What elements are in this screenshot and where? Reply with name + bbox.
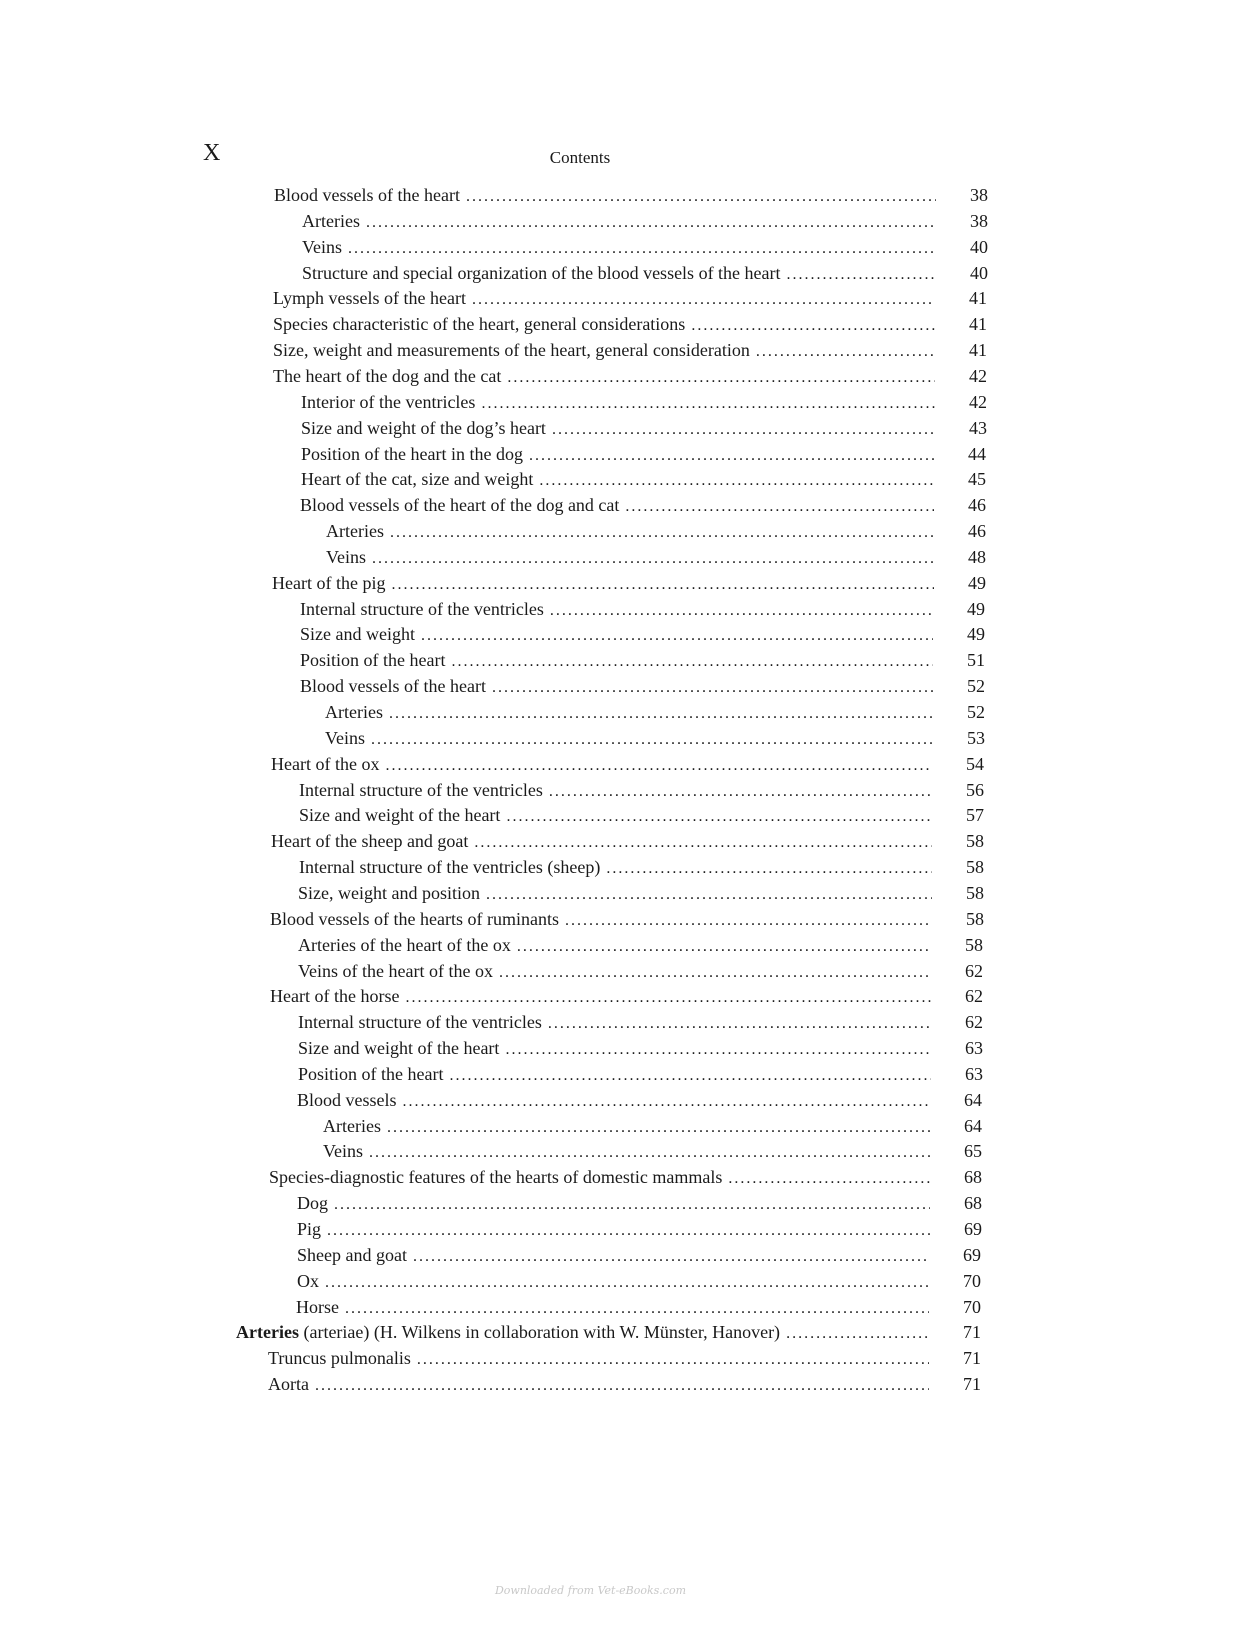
dot-leader [334,1192,930,1218]
toc-entry-title: Heart of the sheep and goat [271,831,469,852]
dot-leader [451,649,933,675]
toc-entry [299,854,932,880]
toc-entry-title: Veins [323,1141,363,1162]
toc-entry-title: Dog [297,1193,328,1214]
dot-leader [472,287,935,313]
toc-entry-page: 58 [966,908,984,929]
toc-entry-title: Interior of the ventricles [301,391,476,412]
toc-entry [326,518,934,544]
toc-entry-title: Ox [297,1270,319,1291]
toc-entry-page: 62 [965,986,983,1007]
toc-entry-title: Structure and special organization of the blood vessels of the heart [302,262,781,283]
toc-entry-page: 40 [970,236,988,257]
dot-leader [387,1115,930,1141]
toc-entry-page: 65 [964,1141,982,1162]
toc-entry-page: 54 [966,753,984,774]
toc-entry-page: 69 [963,1244,981,1265]
toc-entry-page: 45 [968,469,986,490]
toc-entry-title: Position of the heart [300,650,446,671]
toc-entry-title: Lymph vessels of the heart [273,288,466,309]
dot-leader [548,1011,931,1037]
toc-entry [273,285,935,311]
toc-entry [270,983,931,1009]
toc-entry-title: Truncus pulmonalis [268,1348,411,1369]
dot-leader [486,882,932,908]
dot-leader [492,675,933,701]
dot-leader [787,262,936,288]
toc-entry-page: 52 [967,676,985,697]
dot-leader [417,1347,929,1373]
toc-entry-title: Blood vessels of the heart [274,185,460,205]
toc-entry-title: Position of the heart [298,1063,444,1084]
toc-entry-title-bold: Arteries [236,1322,299,1343]
toc-entry-page: 64 [964,1089,982,1110]
toc-entry [302,260,936,286]
running-head: Contents [549,148,611,167]
toc-entry [298,932,931,958]
toc-entry [297,1087,930,1113]
toc-entry-title: Heart of the horse [270,986,400,1007]
dot-leader [372,546,934,572]
dot-leader [505,1037,931,1063]
toc-entry-title: Heart of the pig [272,572,386,593]
toc-entry-page: 49 [967,598,985,619]
toc-entry-page: 38 [970,210,988,231]
dot-leader [728,1166,930,1192]
toc-entry-page: 71 [963,1374,981,1395]
toc-entry-page: 41 [969,314,987,335]
toc-entry-page: 38 [970,185,988,205]
toc-entry-title: Sheep and goat [297,1244,407,1265]
dot-leader [499,960,931,986]
toc-entry [301,415,935,441]
toc-entry-title: Horse [296,1296,339,1317]
toc-entry-title: Size and weight [300,624,415,645]
toc-entry-page: 56 [966,779,984,800]
toc-entry-page: 62 [965,960,983,981]
toc-entry-title: Blood vessels of the hearts of ruminants [270,908,559,929]
toc-entry-title: Aorta [268,1374,309,1395]
toc-entry-page: 57 [966,805,984,826]
toc-entry-page: 40 [970,262,988,283]
dot-leader [389,701,933,727]
toc-entry-title: Size, weight and measurements of the heart, general consideration [273,340,750,361]
toc-entry [296,1294,929,1320]
dot-leader [606,856,932,882]
toc-entry [298,880,932,906]
dot-leader [786,1321,929,1347]
toc-entry [297,1242,929,1268]
page-number: X [203,140,221,166]
toc-entry [301,441,934,467]
toc-entry [302,208,936,234]
toc-entry-title: Arteries of the heart of the ox [298,934,511,955]
dot-leader [327,1218,930,1244]
toc-entry [271,828,932,854]
toc-entry-title: Internal structure of the ventricles [299,779,543,800]
toc-entry-title: The heart of the dog and the cat [273,365,502,386]
dot-leader [474,830,932,856]
toc-entry-title: Size and weight of the heart [298,1038,500,1059]
toc-entry [323,1138,930,1164]
dot-leader [371,727,933,753]
toc-entry [298,958,931,984]
toc-entry-title: Size and weight of the heart [299,805,501,826]
toc-entry [273,311,935,337]
dot-leader [517,934,931,960]
toc-entry-page: 48 [968,546,986,567]
dot-leader [625,494,934,520]
toc-entry-page: 51 [967,650,985,671]
toc-entry-title: Internal structure of the ventricles (sheep) [299,857,601,878]
toc-entry [297,1268,929,1294]
toc-entry-page: 70 [963,1296,981,1317]
dot-leader [565,908,932,934]
toc-entry [300,492,934,518]
toc-entry-page: 41 [969,288,987,309]
toc-entry-page: 41 [969,340,987,361]
toc-entry-page: 69 [964,1219,982,1239]
toc-entry [271,751,932,777]
toc-entry-page: 46 [968,495,986,516]
toc-entry [300,621,933,647]
toc-entry-title: Veins [302,236,342,257]
toc-entry-page: 71 [963,1348,981,1369]
toc-entry [269,1164,930,1190]
toc-entry [299,802,932,828]
toc-entry-title: Species-diagnostic features of the hearts of domestic mammals [269,1167,723,1188]
toc-entry-page: 58 [966,882,984,903]
toc-entry-title: Species characteristic of the heart, general considerations [273,314,686,335]
toc-entry-title: Arteries [325,702,383,722]
toc-entry-title: Blood vessels of the heart of the dog and cat [300,495,620,516]
toc-entry [273,337,935,363]
toc-entry [300,596,933,622]
toc-entry-page: 63 [965,1063,983,1084]
toc-entry-page: 63 [965,1038,983,1059]
toc-entry [274,182,936,208]
toc-entry-title: Veins of the heart of the ox [298,960,493,981]
toc-entry-title: Internal structure of the ventricles [300,598,544,619]
toc-entry [325,725,933,751]
toc-entry-page: 52 [967,702,985,722]
toc-entry-page: 42 [969,365,987,386]
dot-leader [550,598,933,624]
toc-entry [298,1061,931,1087]
toc-entry [268,1371,929,1397]
toc-entry-page: 68 [964,1193,982,1214]
toc-entry [298,1035,931,1061]
toc-entry [298,1009,931,1035]
toc-entry-page: 62 [965,1012,983,1033]
toc-entry-title: Arteries [302,210,360,231]
toc-entry [325,699,933,725]
toc-entry-page: 58 [965,934,983,955]
toc-entry-page: 70 [963,1270,981,1291]
toc-entry-title: Position of the heart in the dog [301,443,523,464]
watermark: Downloaded from Vet-eBooks.com [494,1584,687,1597]
toc-entry [300,647,933,673]
toc-entry [300,673,933,699]
toc-entry-page: 53 [967,727,985,748]
toc-entry-page: 71 [963,1322,981,1343]
toc-entry [326,544,934,570]
toc-entry [297,1190,930,1216]
toc-entry-page: 44 [968,443,986,464]
toc-entry-title: Veins [326,546,366,567]
dot-leader [549,779,932,805]
toc-entry [323,1113,930,1139]
toc-entry-title: Blood vessels [297,1089,397,1110]
toc-entry-title-rest: (arteriae) (H. Wilkens in collaboration with W. Münster, Hanover) [298,1322,781,1343]
dot-leader [449,1063,931,1089]
dot-leader [507,365,935,391]
toc-entry-title: Internal structure of the ventricles [298,1012,542,1033]
dot-leader [421,623,933,649]
toc-entry-title: Size, weight and position [298,882,480,903]
dot-leader [403,1089,930,1115]
toc-entry-page: 58 [966,857,984,878]
toc-entry-title: Arteries [326,521,384,542]
dot-leader [413,1244,929,1270]
dot-leader [390,520,934,546]
toc-entry [272,570,934,596]
toc-entry-title: Heart of the cat, size and weight [301,469,534,490]
toc-entry-page: 58 [966,831,984,852]
toc-entry [299,777,932,803]
toc-entry-title: Blood vessels of the heart [300,676,486,697]
toc-entry-page: 49 [968,572,986,593]
dot-leader [539,468,934,494]
toc-entry-page: 49 [967,624,985,645]
toc-entry-title: Pig [297,1219,322,1239]
toc-entry [270,906,932,932]
toc-entry [236,1319,929,1345]
toc-entry [268,1345,929,1371]
dot-leader [506,804,932,830]
toc-entry-title: Veins [325,727,365,748]
dot-leader [691,313,935,339]
dot-leader [315,1373,929,1399]
dot-leader [529,443,934,469]
dot-leader [345,1296,929,1322]
toc-entry-page: 43 [969,417,987,438]
dot-leader [466,184,936,210]
toc-entry-title: Heart of the ox [271,753,380,774]
dot-leader [756,339,935,365]
toc-entry-page: 68 [964,1167,982,1188]
dot-leader [405,985,931,1011]
toc-entry-title: Arteries [323,1115,381,1136]
dot-leader [366,210,936,236]
dot-leader [552,417,935,443]
dot-leader [391,572,934,598]
toc-entry [273,363,935,389]
dot-leader [369,1140,930,1166]
toc-entry [301,466,934,492]
toc-entry-page: 46 [968,521,986,542]
toc-entry-title [236,1319,786,1345]
toc-entry-title: Size and weight of the dog’s heart [301,417,546,438]
dot-leader [325,1270,929,1296]
dot-leader [481,391,935,417]
toc-entry [301,389,935,415]
dot-leader [385,753,932,779]
toc-entry [297,1216,930,1242]
toc-entry-page: 64 [964,1115,982,1136]
toc-entry-page: 42 [969,391,987,412]
dot-leader [348,236,936,262]
toc-entry [302,234,936,260]
